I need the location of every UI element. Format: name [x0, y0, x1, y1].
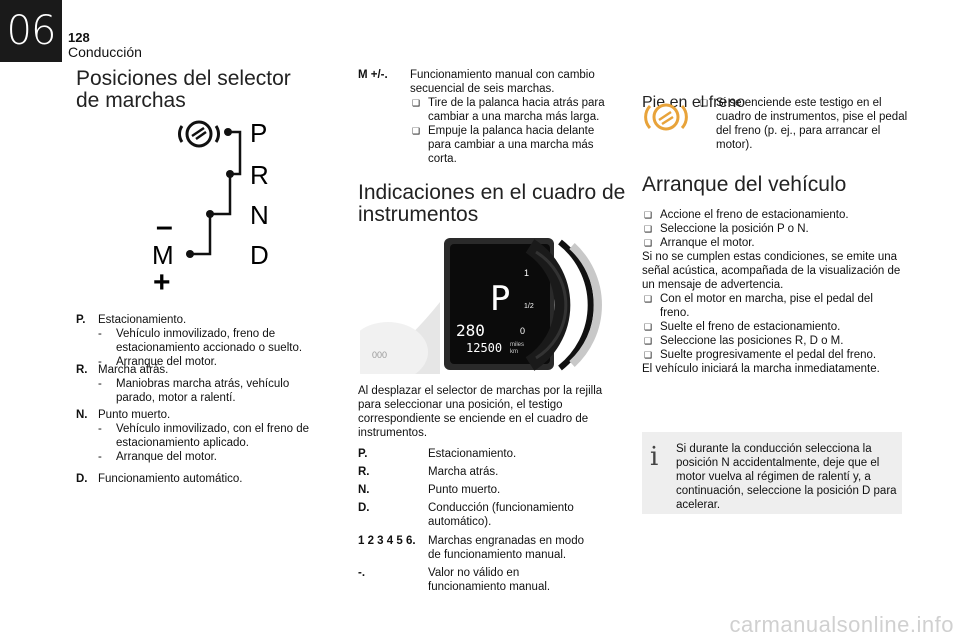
info-icon: i [650, 442, 659, 472]
legend-key: D. [358, 502, 370, 514]
cluster-gauge-half: 1/2 [524, 303, 534, 310]
step-item: ❑ Suelte el freno de estacionamiento. [642, 320, 904, 334]
gate-label-m: M [152, 240, 174, 270]
chapter-tab: 06 [0, 0, 62, 62]
legend-value: Marchas engranadas en modo de funcionamiento manual. [428, 535, 584, 561]
definition-text: Estacionamiento. [98, 314, 187, 326]
cluster-title: Indicaciones en el cuadro de instrumentos [358, 181, 626, 226]
definition-sub: - Vehículo inmovilizado, con el freno de estacionamiento aplicado. [98, 422, 331, 450]
cluster-gear-indicator: P [490, 279, 511, 319]
definition-p [76, 313, 331, 369]
definition-sub: - Maniobras marcha atrás, vehículo parado, motor a ralentí. [98, 377, 331, 405]
cluster-odometer: 12500 [466, 341, 503, 355]
gate-n-dot [206, 210, 214, 218]
legend-value: Valor no válido en funcionamiento manual. [428, 567, 551, 593]
step-item: ❑ Arranque el motor. [642, 236, 904, 250]
definition-sub: - Arranque del motor. [98, 355, 331, 369]
cluster-unit-bottom: km [510, 349, 518, 355]
start-instructions [642, 208, 904, 376]
step-item: ❑ Seleccione la posición P o N. [642, 222, 904, 236]
legend-row [358, 534, 598, 562]
bullet-item: ❑ Tire de la palanca hacia atrás para cambiar a una marcha más larga. [410, 96, 618, 124]
cluster-speed: 280 [456, 321, 485, 340]
start-paragraph: Si no se cumplen estas condiciones, se emite una señal acústica, acompañada de la visualización de un mensaje de advertencia. [642, 251, 901, 291]
gear-selector-diagram [140, 112, 290, 292]
definition-term: D. [76, 473, 88, 485]
bullet-item: ❑ Empuje la palanca hacia delante para cambiar a una marcha más corta. [410, 124, 618, 166]
cluster-gauge-0: 0 [520, 326, 526, 336]
section-name: Conducción [68, 44, 142, 60]
gate-label-plus: + [153, 266, 171, 292]
gate-p-dot [224, 128, 232, 136]
cluster-paragraph: Al desplazar el selector de marchas por la rejilla para seleccionar una posición, el testigo correspondiente se enciende en el cuadro de instrumentos. [358, 385, 603, 439]
definition-d [76, 472, 331, 486]
definition-sub: - Arranque del motor. [98, 450, 331, 464]
start-title: Arranque del vehículo [642, 173, 847, 196]
legend-key: R. [358, 466, 370, 478]
brake-title: Pie en el freno [642, 94, 746, 111]
legend-value: Conducción (funcionamiento automático). [428, 502, 574, 528]
legend-key: 1 2 3 4 5 6. [358, 535, 416, 547]
definition-term: N. [76, 409, 88, 421]
definition-term: R. [76, 364, 88, 376]
info-text: Si durante la conducción selecciona la posición N accidentalmente, deje que el motor vuelva al régimen de ralentí y, a continuación, seleccione la posición D para acelerar. [676, 443, 897, 511]
definition-text: Funcionamiento manual con cambio secuencial de seis marchas. [410, 69, 595, 95]
definition-term: M +/-. [358, 69, 388, 81]
legend-row [358, 501, 598, 529]
gate-label-r: R [250, 160, 269, 190]
legend-row [358, 447, 598, 461]
definition-sub: - Vehículo inmovilizado, freno de estacionamiento accionado o suelto. [98, 327, 331, 355]
definition-n [76, 408, 331, 464]
legend-row [358, 465, 598, 479]
definition-text: Marcha atrás. [98, 364, 169, 376]
step-item: ❑ Seleccione las posiciones R, D o M. [642, 334, 904, 348]
start-final: El vehículo iniciará la marcha inmediatamente. [642, 363, 880, 375]
step-item: ❑ Suelte progresivamente el pedal del freno. [642, 348, 904, 362]
definition-text: Funcionamiento automático. [98, 473, 243, 485]
legend-value: Punto muerto. [428, 484, 501, 496]
legend-value: Estacionamiento. [428, 448, 517, 460]
parking-icon [179, 122, 218, 146]
gate-label-n: N [250, 200, 269, 230]
legend-row [358, 483, 598, 497]
legend-key: N. [358, 484, 370, 496]
definition-r [76, 363, 331, 405]
definition-m [358, 68, 618, 166]
gate-m-dot [186, 250, 194, 258]
cluster-unit-top: miles [510, 342, 525, 348]
info-box [642, 432, 902, 514]
gear-selector-title: Posiciones del selector de marchas [76, 67, 291, 112]
cluster-gauge-1: 1 [524, 268, 530, 278]
watermark[interactable]: carmanualsonline.info [729, 612, 954, 637]
step-item: ❑ Con el motor en marcha, pise el pedal del freno. [642, 292, 904, 320]
page-number: 128 [68, 30, 90, 45]
legend-row [358, 566, 598, 594]
instrument-cluster-image [360, 232, 620, 374]
legend-key: -. [358, 567, 366, 579]
gate-label-p: P [250, 118, 268, 148]
brake-warning-icon [644, 98, 688, 136]
brake-instruction: ❑ Si se enciende este testigo en el cuadro de instrumentos, pise el pedal del freno (p. ej., para arrancar el motor). [698, 96, 916, 152]
definition-term: P. [76, 314, 86, 326]
legend-value: Marcha atrás. [428, 466, 499, 478]
gate-label-minus: – [156, 210, 173, 243]
cluster-dial-value: 000 [372, 350, 388, 360]
legend-key: P. [358, 448, 368, 460]
step-item: ❑ Accione el freno de estacionamiento. [642, 208, 904, 222]
definition-text: Punto muerto. [98, 409, 171, 421]
gate-label-d: D [250, 240, 269, 270]
gate-r-dot [226, 170, 234, 178]
